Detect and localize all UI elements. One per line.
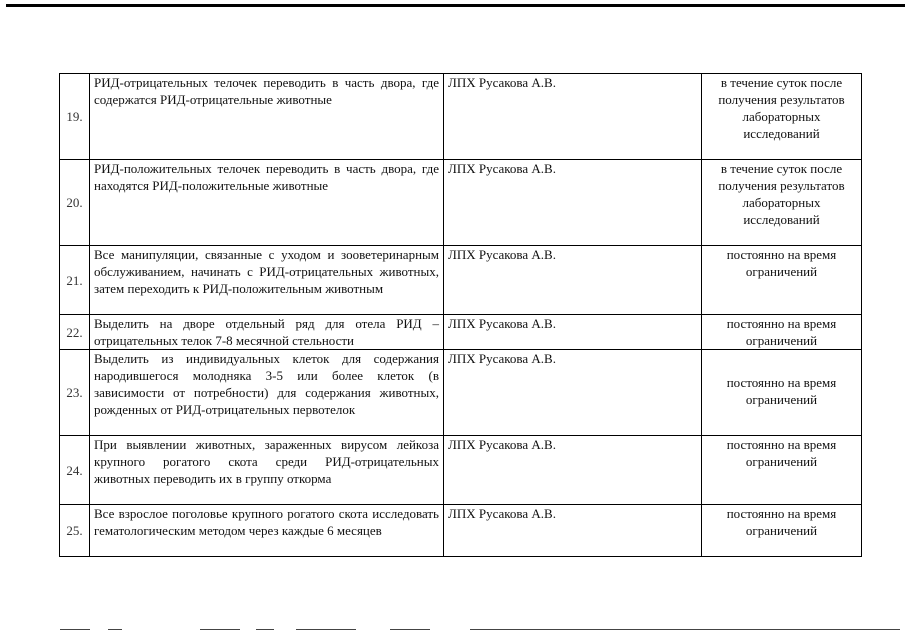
row-number: 24. [60,436,90,505]
measure-text: Все манипуляции, связанные с уходом и зооветеринарным обслуживанием, начинать с РИД-отрицательных животных, затем переходить к РИД-положительным животным [90,246,444,315]
responsible-person: ЛПХ Русакова А.В. [444,350,702,436]
table-row [60,350,862,436]
deadline-text: в течение суток после получения результатов лабораторных исследований [702,74,862,160]
row-number: 20. [60,160,90,246]
deadline-cell [702,350,862,436]
row-number: 25. [60,505,90,557]
responsible-person: ЛПХ Русакова А.В. [444,160,702,246]
deadline-text: постоянно на время ограничений [702,246,862,315]
row-number: 21. [60,246,90,315]
responsible-person: ЛПХ Русакова А.В. [444,74,702,160]
deadline-text: в течение суток после получения результатов лабораторных исследований [702,160,862,246]
measures-table [59,73,862,557]
top-border-line [6,4,905,7]
deadline-text: постоянно на время ограничений [726,375,837,407]
responsible-person: ЛПХ Русакова А.В. [444,436,702,505]
table-row [60,160,862,246]
deadline-text: постоянно на время ограничений [702,436,862,505]
table-row [60,505,862,557]
table-row [60,246,862,315]
scan-artifact-lines [60,624,900,634]
row-number: 22. [60,315,90,350]
measure-text: При выявлении животных, зараженных вирусом лейкоза крупного рогатого скота среди РИД-отрицательных животных переводить их в группу откорма [90,436,444,505]
table-row [60,436,862,505]
measure-text: Все взрослое поголовье крупного рогатого скота исследовать гематологическим методом через каждые 6 месяцев [90,505,444,557]
responsible-person: ЛПХ Русакова А.В. [444,246,702,315]
table-row [60,315,862,350]
row-number: 19. [60,74,90,160]
measure-text: Выделить из индивидуальных клеток для содержания народившегося молодняка 3-5 или более клеток (в зависимости от потребности) для содержания животных, рожденных от РИД-отрицательных первотелок [90,350,444,436]
row-number: 23. [60,350,90,436]
responsible-person: ЛПХ Русакова А.В. [444,505,702,557]
measure-text: РИД-положительных телочек переводить в часть двора, где находятся РИД-положительные животные [90,160,444,246]
table-row [60,74,862,160]
measure-text: Выделить на дворе отдельный ряд для отела РИД – отрицательных телок 7-8 месячной стельности [90,315,444,350]
measure-text: РИД-отрицательных телочек переводить в часть двора, где содержатся РИД-отрицательные животные [90,74,444,160]
responsible-person: ЛПХ Русакова А.В. [444,315,702,350]
deadline-text: постоянно на время ограничений [702,315,862,350]
deadline-text: постоянно на время ограничений [702,505,862,557]
